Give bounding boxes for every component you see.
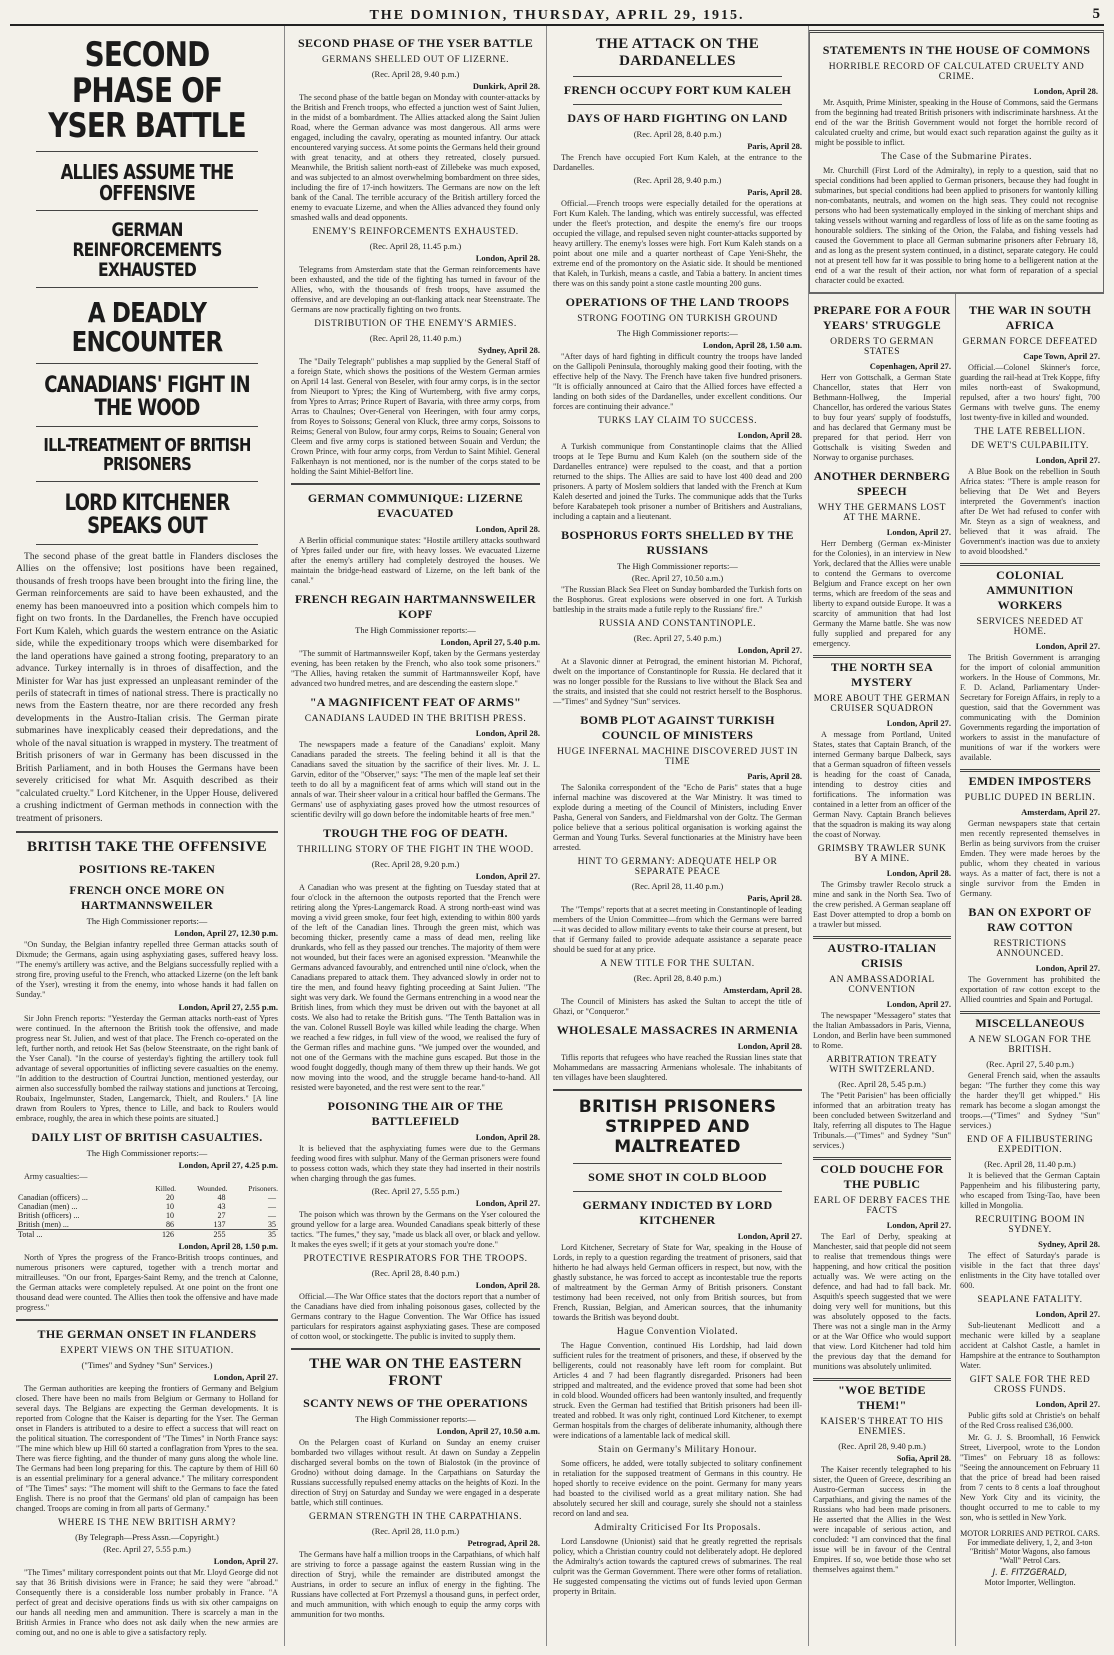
article-paragraph: Tiflis reports that refugees who have reached the Russian lines state that Mohammedans are massacring Armenians wholesale. The inhabitants of ten villages have been slaughtered. — [553, 1053, 802, 1082]
commons-statement-box — [809, 30, 1104, 293]
table-cell: Total ... — [16, 1230, 141, 1240]
dateline: London, April 27. — [886, 1220, 951, 1230]
dateline: Sofia, April 28. — [896, 1453, 951, 1463]
advertisement — [960, 1529, 1100, 1587]
received-line: (Rec. April 28, 11.40 p.m.) — [984, 1159, 1076, 1169]
heading-reinforcements-exhausted: ENEMY'S REINFORCEMENTS EXHAUSTED. — [312, 227, 519, 237]
dateline: London, April 27, 5.40 p.m. — [440, 637, 540, 647]
divider — [573, 1191, 782, 1192]
article-paragraph: North of Ypres the progress of the Franco-British troops continues, and numerous prisoners were captured, together with a trench mortar and mitrailleuses. "On our front, Eparges-Saint Remy, and the trench at Calonne, the German attacks were completely repulsed. At one point on the front one thousand dead were counted. The Allies then took the offensive and have made progress." — [16, 1253, 278, 1313]
headline-canadians: CANADIANS' FIGHT IN THE WOOD — [44, 372, 250, 421]
divider — [291, 1348, 540, 1350]
heading-cold-douche: COLD DOUCHE FOR THE PUBLIC — [813, 1157, 951, 1192]
subheading-strong-footing: STRONG FOOTING ON TURKISH GROUND — [577, 314, 778, 324]
dateline: London, April 28. — [886, 868, 951, 878]
article-paragraph: The "Petit Parisien" has been officially informed that an arbitration treaty has been concluded between Switzerland and Italy, referring all disputes to The Hague Tribunals.—("Times" and Sydney "Sun" services.) — [813, 1091, 951, 1150]
casualty-table — [16, 1184, 278, 1239]
heading-bomb-plot: BOMB PLOT AGAINST TURKISH COUNCIL OF MINISTERS — [580, 713, 775, 742]
dateline: London, April 28. — [475, 1132, 540, 1142]
dateline: London, April 28, 1.50 p.m. — [178, 1241, 278, 1252]
divider — [573, 76, 782, 77]
headline-reinforcements: GERMAN REINFORCEMENTS EXHAUSTED — [72, 219, 222, 281]
dateline: London, April 27. — [886, 718, 951, 728]
subheading-hague: Hague Convention Violated. — [616, 1327, 739, 1337]
source-line: The High Commissioner reports:— — [86, 1148, 208, 1159]
received-line: (Rec. April 27, 10.50 a.m.) — [631, 573, 724, 583]
dateline: London, April 28. — [737, 430, 802, 440]
subheading-canadians-lauded: CANADIANS LAUDED IN THE BRITISH PRESS. — [304, 714, 527, 724]
heading-recruiting: RECRUITING BOOM IN SYDNEY. — [975, 1215, 1085, 1235]
received-line: (Rec. April 28, 5.45 p.m.) — [838, 1079, 926, 1089]
article-paragraph: Public gifts sold at Christie's on behalf of the Red Cross realised £36,000. — [960, 1411, 1100, 1430]
dateline: London, April 27, 10.50 a.m. — [436, 1426, 540, 1436]
divider — [36, 481, 258, 482]
article-paragraph: Herr von Gottschalk, a German State Chancellor, states that Herr von Bethmann-Hollweg, the Imperial Chancellor, has ordered the various States to buy four years' supply of foodstuffs, and has declared that Germany must be prepared for that period. Herr von Gottschalk is visiting Sweden and Norway to organise purchases. — [813, 373, 951, 462]
received-line: (Rec. April 28, 8.40 p.m.) — [371, 1268, 460, 1278]
heading-dardanelles: THE ATTACK ON THE DARDANELLES — [595, 36, 760, 69]
divider — [36, 151, 258, 152]
headline-prisoners: ILL-TREATMENT OF BRITISH PRISONERS — [43, 434, 251, 475]
received-line: (Rec. April 28, 8.40 p.m.) — [633, 973, 722, 983]
article-paragraph: A Blue Book on the rebellion in South Africa states: "There is ample reason for believing that De Wet and Beyers interpreted the Government's inaction after De Wet had refused to confer with Mr. Steyn as a sign of weakness, and believed that it was afraid. The Government's inaction was due to anxiety to avoid bloodshed." — [960, 467, 1100, 556]
table-cell: 35 — [228, 1230, 279, 1240]
heading-eastern-front: THE WAR ON THE EASTERN FRONT — [309, 1356, 522, 1389]
subheading-positions: POSITIONS RE-TAKEN — [78, 862, 216, 877]
article-paragraph: On the Pelargen coast of Kurland on Sunday an enemy cruiser bombarded two villages without result. At dawn on Sunday a Zeppelin discharged several bombs on the town of Bialostok (in the province of Grodno) without doing damage. In the Carpathians on Saturday the Russians successfully repulsed enemy attacks on the heights of Kozi. In the direction of Stryj on Saturday and Sunday we were engaged in a desperate battle, which still continues. — [291, 1438, 540, 1507]
received-line: (Rec. April 27, 5.40 p.m.) — [986, 1059, 1074, 1069]
article-paragraph: The "Temps" reports that at a secret meeting in Constantinople of leading members of the Union Committee—from which the Germans were barred—it was decided to allow military events to take their course at present, but that if Germany failed to provide adequate assistance a separate peace should be sued for at any price. — [553, 905, 802, 954]
table-header: Prisoners. — [248, 1184, 278, 1194]
article-paragraph: At a Slavonic dinner at Petrograd, the eminent historian M. Pichoraf, dwelt on the importance of Constantinople for Russia. He declared that it was no longer possible for the Russians to live without the Black Sea and the straits, and insisted that she could not restrict herself to the Bosphorus.—"Times" and Sydney "Sun" services. — [553, 657, 802, 706]
heading-four-years: PREPARE FOR A FOUR YEARS' STRUGGLE — [813, 303, 951, 332]
dateline: Amsterdam, April 28. — [723, 985, 802, 995]
article-paragraph: Sir John French reports: "Yesterday the German attacks north-east of Ypres were continued. In the afternoon the British took the offensive, and made progress near St. Julien, and west of that place. The French co-operated on the left, further north, and retook Het Sas (below Steenstraate, on the right bank of the Yser Canal). "In the course of yesterday's fighting the artillery took full advantage of several opportunities of inflicting severe casualties on the enemy. "In addition to the destruction of Courtrai Junction, mentioned yesterday, our airmen also successfully bombed the railway stations and junctions at Tercoing, Roubaix, Ingelmunster, Staden, Langemarck, Thielt, and Roulers." [A line drawn from Roulers to Ypres, thence to Lille, and back to Roulers would embrace, roughly, the area in which these points are situated.] — [16, 1014, 278, 1124]
article-paragraph: Herr Dernberg (German ex-Minister for the Colonies), in an interview in New York, declared that the Allies were unable to contend the Germans to overcome Belgium and France except on her own terms, which are freedom of the seas and liberty to expand outside Europe. It was a scarcity of ammunition that had lost Germany the Marne battle. She was now fully supplied and prepared for any emergency. — [813, 539, 951, 648]
heading-hartmannsweiler-kopf: FRENCH REGAIN HARTMANNSWEILER KOPF — [295, 592, 536, 621]
heading-filibustering: END OF A FILIBUSTERING EXPEDITION. — [966, 1135, 1094, 1155]
divider — [16, 831, 278, 833]
masthead-title: THE DOMINION, THURSDAY, APRIL 29, 1915. — [369, 8, 745, 23]
advert-title: Motor Importer, Wellington. — [984, 1578, 1076, 1587]
masthead — [10, 6, 1104, 26]
received-line: (Rec. April 27, 5.55 p.m.) — [371, 1186, 460, 1196]
headline-kitchener: LORD KITCHENER SPEAKS OUT — [64, 490, 230, 539]
subheading-kum-kaleh: FRENCH OCCUPY FORT KUM KALEH — [563, 83, 792, 97]
dateline: London, April 27. — [213, 1372, 278, 1383]
lead-paragraph: The second phase of the great battle in Flanders discloses the Allies on the offensive; lost positions have been regained, thousands of fresh troops have been brought into the firing line, the German reinforcements are said to have been exhausted, and the enemy has been manoeuvred into a position which compels him to fight on two fronts. In the Dardanelles, the French have occupied Fort Kum Kaleh, which guards the western entrance on the Asiatic side, while the expeditionary troops which were disembarked for the land operations have gained a strong footing, preparatory to an advance. Turkey internally is in throes of disaffection, and the Minister for War has just expressed an unpleasant reminder of the perils of statecraft in times of national stress. There is practically no news from the Eastern theatre, nor are there recorded any fresh developments in the Austro-Italian crisis. The German pirate submarines have inexplicably ceased their depredations, and the whole of the naval situation is wrapped in mystery. The treatment of British prisoners of war in Germany has been discussed in the British Parliament, and in both Houses the Germans have been severely criticised for what Mr. Asquith described as their "calculated cruelty." Lord Kitchener, in the Upper House, delivered a crushing indictment of German methods in connection with the treatment of prisoners. — [16, 550, 278, 824]
heading-poisoning: POISONING THE AIR OF THE BATTLEFIELD — [327, 1099, 504, 1128]
column-1 — [10, 26, 285, 1646]
table-cell: — — [268, 1193, 276, 1203]
source-line: The High Commissioner reports:— — [617, 561, 738, 571]
article-paragraph: "The Russian Black Sea Fleet on Sunday bombarded the Turkish forts on the Bosphorus. Great explosions were observed in one fort. A Turkish battleship in the straits made a futile reply to the Russians' fire." — [553, 585, 802, 614]
article-paragraph: It is believed that the asphyxiating fumes were due to the Germans feeding wood fires with sulphur. Many of the German prisoners were found to possess cotton wads, which they state they had inserted in their nostrils when charging through the gas fumes. — [291, 1144, 540, 1183]
received-line: (Rec. April 27, 5.55 p.m.) — [103, 1544, 191, 1555]
dateline: London, April 27. — [1035, 641, 1100, 651]
dateline: London, April 28. — [1033, 86, 1098, 96]
heading-second-phase: SECOND PHASE OF THE YSER BATTLE — [297, 36, 534, 50]
heading-casualties: DAILY LIST OF BRITISH CASUALTIES. — [31, 1130, 263, 1145]
divider — [16, 1319, 278, 1321]
dateline: London, April 28. — [475, 524, 540, 534]
subheading-infernal-machine: HUGE INFERNAL MACHINE DISCOVERED JUST IN TIME — [557, 747, 798, 767]
subheading-lizerne: GERMANS SHELLED OUT OF LIZERNE. — [321, 55, 510, 65]
table-header: Wounded. — [197, 1184, 228, 1194]
heading-british-offensive: BRITISH TAKE THE OFFENSIVE — [27, 839, 267, 856]
heading-new-army: WHERE IS THE NEW BRITISH ARMY? — [58, 1518, 236, 1529]
subheading-slogan: A NEW SLOGAN FOR THE BRITISH. — [968, 1035, 1092, 1055]
table-cell: — — [268, 1211, 276, 1221]
article-paragraph: The "Daily Telegraph" publishes a map supplied by the General Staff of a foreign State, which shows the positions of the Western German armies on April 14 last. General von Beseler, with four army corps, is in the sector from Nieuport to Ypres; the King of Wurtemberg, with five army corps, from Ypres to Arras; Prince Rupert of Bavaria, with three army corps, from Arras to Chaulnes; Over-General von Heeringen, with four army corps, from Royes to Soissons; General von Kluck, three army corps, Soissons to Reims; General von Bulow, four army corps, Reims to Souain; General von Cleem and five army corps is stationed between Souain and Verdun; the Crown Prince, with four army corps, from Verdun to Saint Mihiel. General Falkenhayn is not mentioned, nor is the number of the corps stated to be holding the Saint Mihiel-Belfort line. — [291, 357, 540, 476]
table-cell: 35 — [268, 1220, 276, 1230]
received-line: (Rec. April 28, 8.40 p.m.) — [633, 129, 722, 139]
column-4 — [809, 26, 1104, 1646]
article-paragraph: The Germans have half a million troops in the Carpathians, of which half are striving to force a passage against the eastern Russian wing in the direction of Stryj, while the remainder are distributed amongst the Austrians, in order to secure an influx of energy in the fighting. The Russians have collected at Fort Przemysl a thousand guns, in perfect order, and much ammunition, with which enough to equip the army corps with ammunition for two months. — [291, 1550, 540, 1619]
heading-german-communique: GERMAN COMMUNIQUE: LIZERNE EVACUATED — [307, 491, 524, 520]
received-line: (Rec. April 28, 9.20 p.m.) — [371, 859, 460, 869]
dateline: London, April 27, 4.25 p.m. — [178, 1160, 278, 1171]
table-cell: 10 — [165, 1211, 174, 1221]
subheading-cold-blood: SOME SHOT IN COLD BLOOD — [588, 1170, 767, 1184]
column-4-split — [809, 293, 1104, 1646]
heading-north-sea: THE NORTH SEA MYSTERY — [813, 655, 951, 690]
article-paragraph: Sub-lieutenant Medlicott and a mechanic were killed by a seaplane accident at Calshot Castle, a hamlet in Hampshire at the entrance to Southampton Water. — [960, 1321, 1100, 1370]
article-paragraph: Lord Kitchener, Secretary of State for War, speaking in the House of Lords, in reply to a question regarding the treatment of prisoners, said that hitherto he had always held German officers in respect, but now, with the ghastly substance, he was forced to accept as incontestable true the reports of maltreatment by the German Army of British prisoners. Constant testimony had been received, not only from British sources, but from French, Russian, Belgian, and American sources, that the inhumanity towards the British was beyond doubt. — [553, 1243, 802, 1322]
dateline: Petrograd, April 28. — [467, 1538, 540, 1548]
divider — [36, 363, 258, 364]
article-paragraph: Mr. G. J. S. Broomhall, 16 Fenwick Street, Liverpool, wrote to the London "Times" on February 18 as follows: "Seeing the announcement on February 11 that the price of bread had been raised from 7 cents to 8 cents a loaf throughout New York City and its vicinity, the thought occurred to me to cable to my son, who is settled in New York. — [960, 1433, 1100, 1522]
source-line: (By Telegraph—Press Assn.—Copyright.) — [75, 1532, 219, 1543]
heading-russia-constantinople: RUSSIA AND CONSTANTINOPLE. — [598, 619, 757, 629]
heading-prisoners-stripped: BRITISH PRISONERS STRIPPED AND MALTREATED — [578, 1097, 777, 1157]
heading-gift-sale: GIFT SALE FOR THE RED CROSS FUNDS. — [969, 1375, 1091, 1395]
dateline: London, April 27. — [737, 1231, 802, 1241]
headline-allies: ALLIES ASSUME THE OFFENSIVE — [60, 160, 234, 206]
table-header: Killed. — [155, 1184, 176, 1194]
source-line: The High Commissioner reports:— — [617, 328, 738, 338]
heading-armenia: WHOLESALE MASSACRES IN ARMENIA — [556, 1023, 799, 1037]
article-paragraph: A Canadian who was present at the fighting on Tuesday stated that at four o'clock in the afternoon the outposts reported that the French were retiring along the Ypres-Langemarck Road. A strong north-east wind was moving a vivid green smoke, four feet high, extending to within 800 yards of the left of the Canadian lines. Through the green mist, which was becoming thicker, presently came a mass of dead men, reeling like drunkards, who fell as they passed our trenches. The majority of them were not wounded, but their faces were an agonised expression. "Meanwhile the Germans advanced favourably, and entrenched until nine o'clock, when the Canadians prepared to attack them. They advanced slowly in order not to tire the men, and found heavy fighting proceeding at Saint Julien. "The sight was very dark. We found the Germans entrenching in a wood near the British lines, from which they must be driven out with the bayonet at all costs. We also had to retake the British guns. "The Tenth Battalion was in the van. Colonel Russell Boyle was killed while leading the charge. When we reached a few ridges, in full view of the wood, we realised the fury of the German rifles and machine guns. "We jumped over the wounded, and not one of the Germans with the machine guns escaped. But those in the wood fought doggedly, though many of them threw up their hands. We got now moving into the wood, and the struggle became hand-to-hand. All resisted were bayoneted, and the rest were sent to the rear." — [291, 883, 540, 1092]
article-paragraph: The Earl of Derby, speaking at Manchester, said that people did not seem to realise that tremendous things were happening, and how critical the position actually was. We were acting on the defence, and had had to fall back. Mr. Asquith's speech suggested that we were doing very well for munitions, but this was absolutely opposed to the facts. There was not a single man in the Army or at the War Office who would support that view. Lord Kitchener had told him the previous day that the demand for munitions was absolutely unlimited. — [813, 1232, 951, 1371]
table-cell: 20 — [165, 1193, 174, 1203]
heading-dernberg: ANOTHER DERNBERG SPEECH — [813, 469, 951, 498]
heading-distribution: DISTRIBUTION OF THE ENEMY'S ARMIES. — [314, 319, 517, 329]
advert-heading: MOTOR LORRIES AND PETROL CARS. — [960, 1529, 1100, 1538]
source-line: The High Commissioner reports:— — [355, 625, 476, 635]
subheading-services-home: SERVICES NEEDED AT HOME. — [976, 617, 1084, 637]
dateline: Paris, April 28. — [747, 187, 802, 197]
heading-magnificent-feat: "A MAGNIFICENT FEAT OF ARMS" — [309, 695, 522, 709]
heading-turks-claim: TURKS LAY CLAIM TO SUCCESS. — [598, 416, 757, 426]
dateline: London, April 28, 1.50 a.m. — [703, 340, 802, 350]
article-paragraph: General French said, when the assaults began: "The further they come this way the harder they'll get whipped." His remark has become a slogan amongst the troops.—("Times" and Sydney "Sun" services.) — [960, 1071, 1100, 1130]
subheading-scanty-news: SCANTY NEWS OF THE OPERATIONS — [303, 1396, 528, 1410]
source-line: The High Commissioner reports:— — [355, 1414, 476, 1424]
dateline: London, April 28. — [475, 1280, 540, 1290]
article-paragraph: The Council of Ministers has asked the Sultan to accept the title of Ghazi, or "Conqueror." — [553, 997, 802, 1016]
subheading-stain: Stain on Germany's Military Honour. — [598, 1445, 757, 1455]
article-paragraph: A Turkish communique from Constantinople claims that the Allied troops at Ie Tepe Burnu and Kum Kaleh (on the southern side of the Dardanelles entrance) were repulsed to the coast, and that a portion returned to the ships. The Allies are said to have lost 400 dead and 200 prisoners. A party of Moslem soldiers that landed with the French at Kum Kaleh deserted and joined the Turks. The communique adds that the Turks before Karabatepeh took prisoner a number of Britishers and Australians, including a captain and a lieutenant. — [553, 442, 802, 521]
subheading-thrilling-story: THRILLING STORY OF THE FIGHT IN THE WOOD. — [297, 845, 534, 855]
table-cell: 48 — [217, 1193, 226, 1203]
received-line: (Rec. April 28, 11.45 p.m.) — [369, 241, 462, 251]
column-4b — [956, 294, 1104, 1646]
dateline: London, April 27. — [1035, 963, 1100, 973]
table-header — [16, 1184, 141, 1193]
received-line: (Rec. April 28, 9.40 p.m.) — [371, 69, 460, 79]
subheading-hard-fighting: DAYS OF HARD FIGHTING ON LAND — [567, 111, 788, 125]
heading-sultan-title: A NEW TITLE FOR THE SULTAN. — [600, 959, 755, 969]
heading-carpathians: GERMAN STRENGTH IN THE CARPATHIANS. — [308, 1512, 523, 1522]
dateline: Amsterdam, April 27. — [1021, 807, 1100, 817]
heading-emden: EMDEN IMPOSTERS — [960, 769, 1100, 789]
table-cell: 43 — [217, 1202, 226, 1212]
dateline: London, April 27. — [737, 645, 802, 655]
article-paragraph: German newspapers state that certain men recently represented themselves in Berlin as being survivors from the cruiser Emden. They were made heroes by the public, whom they cheated in various ways. As a matter of fact, there is not a single survivor from the Emden in Germany. — [960, 819, 1100, 898]
advert-name: J. E. FITZGERALD, — [992, 1568, 1068, 1578]
source-line: The High Commissioner reports:— — [86, 916, 208, 927]
table-cell: 137 — [213, 1220, 226, 1230]
heading-respirators: PROTECTIVE RESPIRATORS FOR THE TROOPS. — [303, 1254, 528, 1264]
heading-fog-of-death: TROUGH THE FOG OF DEATH. — [323, 826, 508, 840]
table-cell: British (officers) ... — [18, 1211, 80, 1221]
subheading-ambassadorial: AN AMBASSADORIAL CONVENTION — [829, 975, 935, 995]
dateline: Paris, April 28. — [747, 771, 802, 781]
dateline: London, April 28. — [737, 1041, 802, 1051]
table-row — [16, 1211, 278, 1220]
article-paragraph: The second phase of the battle began on Monday with counter-attacks by the British and French troops, who effected a junction west of Saint Julien, in the midst of a bombardment. The Allies attacked along the Saint Julien Road, where the German advance was most dangerous. All arms were engaged, including the cavalry, operating as mounted infantry. Our attack encountered varying success. At some points the Germans held their ground with great tenacity, and at others they retreated, closely pursued. Meanwhile, the British salient north-east of Zillebeke was much exposed, and was subjected to an almost overwhelming bombardment on three sides, including the fire of 17-inch howitzers. The Germans are now on the left bank of the Canal. The terrible accuracy of the British artillery forced the enemy to evacuate Lizerne, and when the Allies advanced they found only smashed walls and dead opponents. — [291, 93, 540, 222]
table-row — [16, 1220, 278, 1230]
dateline: London, April 27, 2.55 p.m. — [178, 1002, 278, 1013]
dateline: Dunkirk, April 28. — [472, 81, 540, 91]
dateline: Sydney, April 28. — [478, 345, 540, 355]
article-paragraph: The newspaper "Messagero" states that the Italian Ambassadors in Paris, Vienna, London, and Berlin have been summoned to Rome. — [813, 1011, 951, 1050]
subheading-de-wet: DE WET'S CULPABILITY. — [971, 441, 1089, 451]
heading-arbitration: ARBITRATION TREATY WITH SWITZERLAND. — [826, 1055, 938, 1075]
article-paragraph: The effect of Saturday's parade is visible in the fact that three days' enlistments in the City have totalled over 600. — [960, 1251, 1100, 1290]
column-2 — [285, 26, 547, 1646]
subheading-duped-berlin: PUBLIC DUPED IN BERLIN. — [964, 793, 1096, 803]
received-line: (Rec. April 28, 11.40 p.m.) — [631, 881, 724, 891]
dateline: Sydney, April 28. — [1038, 1239, 1100, 1249]
article-paragraph: The Government has prohibited the exportation of raw cotton except to the Allied countries and Spain and Portugal. — [960, 975, 1100, 1004]
article-paragraph: Some officers, he added, were totally subjected to solitary confinement in retaliation for the supposed treatment of Germans in this country. He hoped shortly to receive evidence on the point. Germany for many years had boasted to the civilised world as a great military nation. She had absolutely secured her skill and courage, surely she should not a stainless record on land and sea. — [553, 1459, 802, 1518]
heading-hint-germany: HINT TO GERMANY: ADEQUATE HELP OR SEPARATE PEACE — [577, 857, 778, 877]
advert-body: For immediate delivery, 1, 2, and 3-ton "British" Motor Wagons, also famous "Wall" Petrol Cars. — [967, 1538, 1093, 1565]
heading-grimsby: GRIMSBY TRAWLER SUNK BY A MINE. — [817, 844, 947, 864]
article-paragraph: Official.—Colonel Skinner's force, guarding the rail-head at Trek Koppe, fifty miles north-east of Swakopmund, repulsed, after a two hours' fight, 700 Germans with twelve guns. The enemy lost twenty-five in killed and wounded. — [960, 363, 1100, 422]
heading-woe-betide: "WOE BETIDE THEM!" — [813, 1378, 951, 1413]
dateline: London, April 28. — [475, 728, 540, 738]
received-line: (Rec. April 28, 11.0 p.m.) — [371, 1526, 460, 1536]
table-cell: 126 — [141, 1230, 176, 1240]
article-paragraph: Lord Lansdowne (Unionist) said that he greatly regretted the reprisals policy, which a Christian country could not deliberately adopt. He deplored the Admiralty's action towards the captured crews of submarines. The real culprit was the German Government. There were other forms of retaliation. He suggested compensating the victims out of funds levied upon German property in Britain. — [553, 1537, 802, 1596]
table-cell: Canadian (officers) ... — [18, 1193, 88, 1203]
dateline: London, April 27. — [886, 999, 951, 1009]
article-paragraph: Official.—The War Office states that the doctors report that a number of the Canadians have died from inhaling poisonous gases, collected by the Germans contrary to the Hague Convention. The War Office has issued particulars for respirators against asphyxiating gases. These are composed of cotton wool, or stockingette. The public is invited to supply them. — [291, 1292, 540, 1341]
heading-german-onset: THE GERMAN ONSET IN FLANDERS — [37, 1327, 257, 1342]
heading-miscellaneous: MISCELLANEOUS — [960, 1011, 1100, 1031]
subheading-marne: WHY THE GERMANS LOST AT THE MARNE. — [818, 503, 946, 523]
subheading-horrible-record: HORRIBLE RECORD OF CALCULATED CRUELTY AND CRIME. — [828, 62, 1085, 82]
article-paragraph: The Kaiser recently telegraphed to his sister, the Queen of Greece, describing an Austro-German success in the Carpathians, and giving the names of the Russians who had been made prisoners. He asserted that the Allies in the West were incapable of serious action, and concluded: "I am convinced that the final issue will be in favour of the Central Empires. If so, woe betide those who set themselves against them." — [813, 1465, 951, 1574]
dateline: London, April 27, 12.30 p.m. — [174, 928, 278, 939]
dateline: London, April 27. — [475, 871, 540, 881]
dateline: London, April 27. — [1035, 1399, 1100, 1409]
subheading-earl-derby: EARL OF DERBY FACES THE FACTS — [813, 1196, 951, 1216]
subheading-indicted: GERMANY INDICTED BY LORD KITCHENER — [582, 1198, 773, 1227]
article-paragraph: "The summit of Hartmannsweiler Kopf, taken by the Germans yesterday evening, has been retaken by the French, who also took some prisoners." "The Allies, having retaken the summit of Hartmannsweiler Kopf, have advanced two hundred metres, and are descending the eastern slope." — [291, 649, 540, 688]
dateline: London, April 28. — [475, 253, 540, 263]
heading-land-troops: OPERATIONS OF THE LAND TROOPS — [565, 295, 790, 309]
column-3 — [547, 26, 809, 1646]
dateline: London, April 27. — [475, 1198, 540, 1208]
received-line: (Rec. April 28, 9.40 p.m.) — [633, 175, 722, 185]
dateline: London, April 27. — [213, 1556, 278, 1567]
article-paragraph: The Salonika correspondent of the "Echo de Paris" states that a huge infernal machine was discovered at the War Ministry. It was timed to explode during a meeting of the Council of Ministers, including Enver Pasha, General von Sanders, and Fieldmarshal von der Goltz. The German police believe that a serious political organisation is working against the German and Young Turks. Several functionaries at the Ministry have been arrested. — [553, 783, 802, 852]
article-paragraph: Official.—French troops were especially detailed for the operations at Fort Kum Kaleh. The landing, which was entirely successful, was effected under the fleet's protection, and despite the enemy's fire our troops occupied the village, and repulsed seven night counter-attacks supported by heavy artillery. The enemy's losses were high. Fort Kum Kaleh stands on a point about one mile and a quarter northeast of Cape Yeni-Shehr, the extreme end of the promontory on the Asiatic side. It should be mentioned that Kaleh, in Turkish, means a castle, and Tabia a battery. In ancient times there was on this sandy point a stone castle mounting 200 guns. — [553, 199, 802, 288]
heading-seaplane: SEAPLANE FATALITY. — [977, 1295, 1083, 1305]
table-row — [16, 1193, 278, 1202]
article-paragraph: A Berlin official communique states: "Hostile artillery attacks southward of Ypres failed under our fire, with heavy losses. We evacuated Lizerne after the enemy's artillery had completely destroyed the houses. We maintain the bridge-head eastward of Lizerne, on the left bank of the canal." — [291, 536, 540, 585]
table-cell: 86 — [165, 1220, 174, 1230]
table-cell: British (men) ... — [18, 1220, 69, 1230]
heading-ammunition-workers: COLONIAL AMMUNITION WORKERS — [960, 563, 1100, 613]
divider — [573, 1163, 782, 1164]
subheading-force-defeated: GERMAN FORCE DEFEATED — [962, 337, 1098, 347]
article-paragraph: Mr. Churchill (First Lord of the Admiralty), in reply to a question, said that no special conditions had been applied to German prisoners, because they had fought in submarines, but special conditions had been applied to prisoners for wantonly killing non-combatants, neutrals, and women on the high seas. They could not recognise persons who had been systematically employed in the sinking of merchant ships and taking vessels without warning and regardless of loss of life as on the same footing as honourable soldiers. The sinking of the Orion, the Falaba, and fishing vessels had caused the Government to place all German submarine prisoners after February 18, and as long as the present system continued, in a distinct, separate category. He could not at present tell how far it was possible to bring home to a belligerent nation at the end of a war the result of their action, nor what form of reparation of a special character could be exacted. — [815, 166, 1098, 285]
subheading-cruiser-squadron: MORE ABOUT THE GERMAN CRUISER SQUADRON — [813, 694, 951, 714]
subheading-german-states: ORDERS TO GERMAN STATES — [830, 337, 934, 357]
headline-encounter: A DEADLY ENCOUNTER — [71, 295, 223, 359]
article-paragraph: The Grimsby trawler Recolo struck a mine and sank in the North Sea. Two of the crew perished. A German seaplane off East Dover attempted to drop a bomb on a trawler but missed. — [813, 880, 951, 929]
article-paragraph: The French have occupied Fort Kum Kaleh, at the entrance to the Dardanelles. — [553, 153, 802, 172]
subheading-submarine-pirates: The Case of the Submarine Pirates. — [880, 152, 1033, 162]
column-4a — [809, 294, 956, 1646]
divider — [291, 483, 540, 485]
article-paragraph: The newspapers made a feature of the Canadians' exploit. Many Canadians paraded the streets. The feeling behind it all is that the Canadians saved the situation by the sacrifice of their lives. Mr. J. L. Garvin, editor of the "Observer," says: "The men of the maple leaf set their teeth to do all by a magnificent feat of arms which will stand out in the annals of war. Their sheer valour in a critical hour baffled the Germans. The Germans' use of asphyxiating gases proved how the utmost resources of scientific devilry will go down before the indomitable hearts of free men." — [291, 740, 540, 819]
article-paragraph: Mr. Asquith, Prime Minister, speaking in the House of Commons, said the Germans from the beginning had treated British prisoners with indiscriminate harshness. At the end of the war the British Government would not forget the horrible record of calculated cruelty and crime, but would exact such reparation against the guilty as it might be possible to inflict. — [815, 98, 1098, 147]
heading-bosphorus: BOSPHORUS FORTS SHELLED BY THE RUSSIANS — [561, 528, 794, 557]
article-paragraph: "On Sunday, the Belgian infantry repelled three German attacks south of Dixmude; the Germans, again using asphyxiating gases, suffered heavy loss. "The enemy's artillery was active, and the Belgians successfully replied with a strong fire, proving useful to the French, who attacked Lizerne (on the left bank of the Yser), wresting it from the enemy, into whose hands it had fallen on Sunday." — [16, 940, 278, 1000]
page-number: 5 — [1092, 6, 1100, 22]
received-line: (Rec. April 28, 9.40 p.m.) — [838, 1441, 926, 1451]
table-total-row — [16, 1230, 278, 1240]
divider — [553, 1089, 802, 1091]
heading-raw-cotton: BAN ON EXPORT OF RAW COTTON — [968, 905, 1092, 934]
article-paragraph: The German authorities are keeping the frontiers of Germany and Belgium closed. There have been no mails from Belgium or Germany to Holland for several days. The Belgians are expecting the German developments. It is reported from Cologne that the Kaiser is departing for the Yser. The German onset in Flanders is attributed to a desire to effect a success that will react on the political situation. The correspondent of "The Times" in North France says: "The mine which blew up Hill 60 started a conflagration from Ypres to the sea. There was fierce fighting, and the thunder of many guns along the whole line. The Germans had been long preparing for this. The capture by them of Hill 60 is an essential preliminary for a general advance." The military correspondent of "The Times" says: "The moment will shift to the Germans to face the fated English. There is no proof that the Germans' old plan of campaign has been changed. Troops are coming in from all parts of Germany." — [16, 1384, 278, 1514]
table-cell: — — [268, 1202, 276, 1212]
source-line: ("Times" and Sydney "Sun" Services.) — [81, 1360, 213, 1371]
table-cell: 27 — [217, 1211, 226, 1221]
table-header-row — [16, 1184, 278, 1193]
dateline: London, April 27. — [1035, 455, 1100, 465]
subheading-admiralty: Admiralty Criticised For Its Proposals. — [593, 1523, 761, 1533]
dateline: Cape Town, April 27. — [1023, 351, 1100, 361]
article-paragraph: It is believed that the German Captain Pappenheim and his filibustering party, who escaped from Tsing-Tao, have been killed in Mongolia. — [960, 1171, 1100, 1210]
heading-south-africa: THE WAR IN SOUTH AFRICA — [968, 303, 1092, 332]
divider — [573, 104, 782, 105]
dateline: Paris, April 28. — [747, 893, 802, 903]
article-paragraph: The poison which was thrown by the Germans on the Yser coloured the ground yellow for a large area. Wounded Canadians speak bitterly of these tactics. "The fumes," they say, "made us black all over, or black and yellow. It makes the eyes swell; if it gets at your stomach you're done." — [291, 1210, 540, 1249]
article-paragraph: Army casualties:— — [24, 1172, 88, 1182]
heading-austro-italian: AUSTRO-ITALIAN CRISIS — [813, 936, 951, 971]
heading-commons: STATEMENTS IN THE HOUSE OF COMMONS — [822, 43, 1091, 57]
received-line: (Rec. April 28, 11.40 p.m.) — [369, 333, 462, 343]
headline-yser: SECOND PHASE OF YSER BATTLE — [48, 35, 246, 147]
dateline: London, April 27. — [886, 527, 951, 537]
article-paragraph: The British Government is arranging for the import of colonial ammunition workers. In the House of Commons, Mr. F. D. Acland, Parliamentary Under-Secretary for Foreign Affairs, in reply to a question, said that the Government was communicating with the Dominion Governments regarding the importation of workers to assist in the manufacture of munitions of war if the workers were available. — [960, 653, 1100, 762]
subheading-kaiser-threat: KAISER'S THREAT TO HIS ENEMIES. — [820, 1417, 944, 1437]
heading-late-rebellion: THE LATE REBELLION. — [974, 427, 1086, 437]
dateline: Paris, April 28. — [747, 141, 802, 151]
divider — [36, 544, 258, 545]
table-cell: 255 — [176, 1230, 228, 1240]
article-paragraph: "After days of hard fighting in difficult country the troops have landed on the Gallipoli Peninsula, thoroughly making good their footing, with the effective help of the Navy. The French have taken five hundred prisoners. "It is officially announced at Cairo that the Allied forces have effected a landing on both sides of the Dardanelles, under excellent conditions. Our forces are continuing their advance." — [553, 352, 802, 411]
received-line: (Rec. April 27, 5.40 p.m.) — [633, 633, 722, 643]
table-cell: Canadian (men) ... — [18, 1202, 78, 1212]
subheading-hartmannsweiler: FRENCH ONCE MORE ON HARTMANNSWEILER — [69, 883, 225, 913]
article-paragraph: The Hague Convention, continued His Lordship, had laid down sufficient rules for the treatment of prisoners, and these, if observed by the belligerents, could not reasonably have left room for complaint. But Articles 4 and 7 had been flagrantly disregarded. Prisoners had been stripped and maltreated, and the evidence proved that some had been shot in cold blood. Wounded officers had been wantonly insulted, and frequently struck. Even the German had testified that British prisoners had been ill-treated and robbed. It was only right, continued Lord Kitchener, to exempt German hospitals from the charges of deliberate inhumanity, although there were indications of a lamentable lack of medical skill. — [553, 1341, 802, 1440]
divider — [36, 210, 258, 211]
divider — [36, 426, 258, 427]
table-cell: 10 — [165, 1202, 174, 1212]
columns — [10, 26, 1104, 1646]
subheading-restrictions: RESTRICTIONS ANNOUNCED. — [993, 939, 1067, 959]
table-row — [16, 1202, 278, 1211]
article-paragraph: "The Times" military correspondent points out that Mr. Lloyd George did not say that 36 British divisions were in France; he said they were "abroad." Consequently there is a considerable loss number probably in France. "A perfect of great and decisive operations finds us with six other campaigns on our hands all needing men and ammunition. There is scarcely a man in the British Armies in France who does not ask daily when the new armies are coming out, and no one is able to give a satisfactory reply. — [16, 1568, 278, 1638]
dateline: London, April 27. — [1035, 1309, 1100, 1319]
dateline: Copenhagen, April 27. — [869, 361, 951, 371]
divider — [36, 287, 258, 288]
subheading-expert-views: EXPERT VIEWS ON THE SITUATION. — [60, 1346, 234, 1357]
article-paragraph: Telegrams from Amsterdam state that the German reinforcements have been exhausted, and the tide of the fighting has turned in favour of the Allies, who, with the thousands of fresh troops, have assumed the offensive, and are developing an out-flanking attack near Steenstraate. The Germans are now practically fighting on two fronts. — [291, 265, 540, 314]
article-paragraph: A message from Portland, United States, states that Captain Branch, of the interned Germany barque Dalbeck, says that a German squadron of fifteen vessels is heading for the coast of Canada, intending to destroy cities and fortifications. The information was contained in a letter from an officer of the German Navy. Captain Branch believes that the squadron is making its way along the coast of Norway. — [813, 730, 951, 839]
